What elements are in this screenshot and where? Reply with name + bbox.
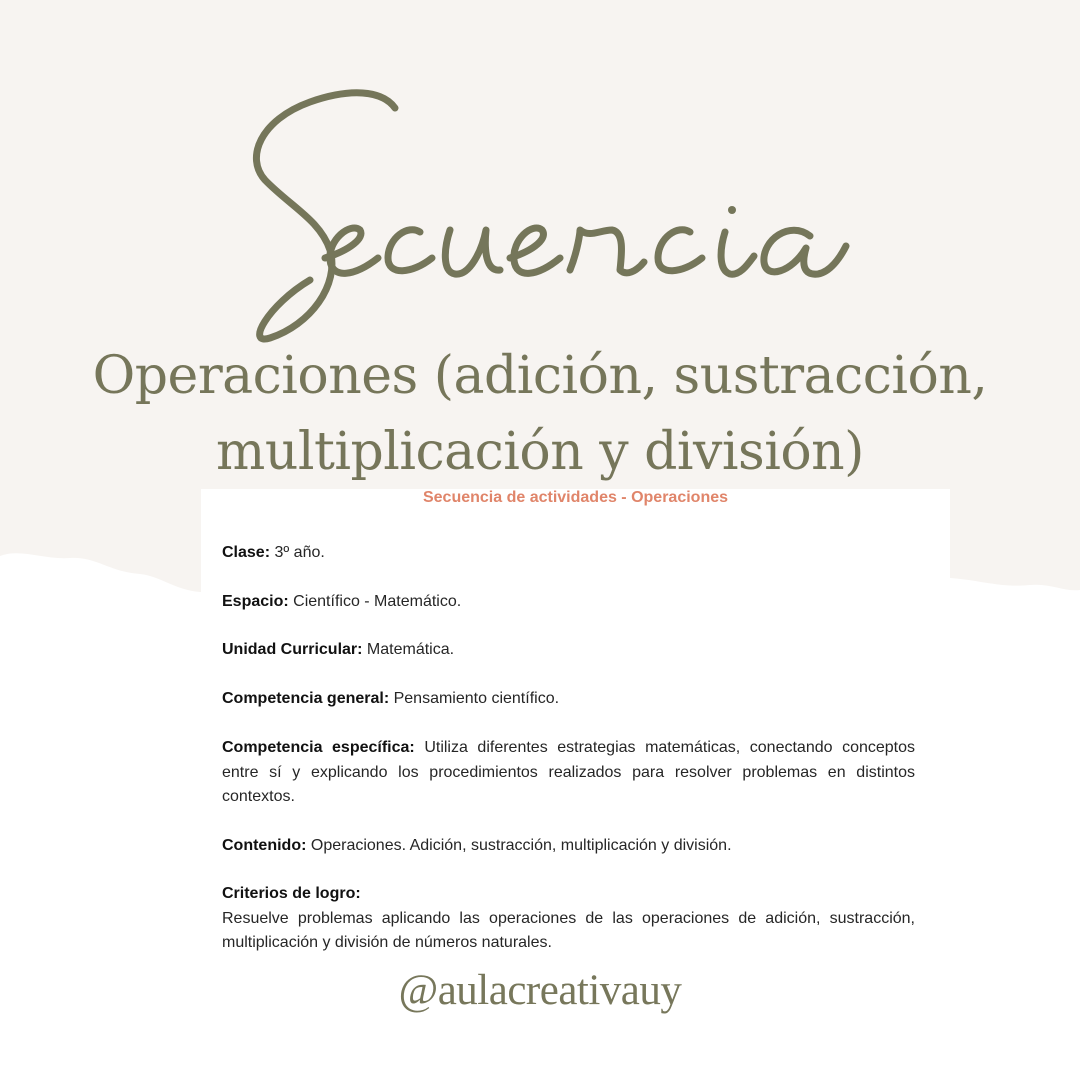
field-label: Unidad Curricular:: [222, 641, 363, 658]
field-value: Matemática.: [366, 641, 455, 658]
field-unidad-curricular: [222, 638, 915, 663]
field-criterios-de-logro: [222, 882, 915, 956]
field-competencia-general: [222, 687, 915, 712]
script-title-secuencia: [150, 80, 930, 370]
field-competencia-especifica: [222, 736, 915, 810]
field-value: 3º año.: [274, 544, 325, 561]
field-value: Pensamiento científico.: [393, 690, 560, 707]
document-heading: Secuencia de actividades - Operaciones: [422, 489, 729, 506]
field-label: Competencia general:: [222, 690, 390, 707]
field-label: Criterios de logro:: [222, 885, 361, 902]
social-handle: @aulacreativauy: [398, 967, 682, 1014]
field-label: Espacio:: [222, 593, 289, 610]
field-label: Competencia específica:: [222, 739, 415, 756]
field-label: Contenido:: [222, 837, 307, 854]
field-label: Clase:: [222, 544, 271, 561]
field-value: Resuelve problemas aplicando las operaciones de las operaciones de adición, sustracción, multiplicación y división de números naturales.: [222, 909, 915, 951]
field-value: Operaciones. Adición, sustracción, multiplicación y división.: [310, 837, 732, 854]
subtitle-line-1: Operaciones (adición, sustracción,: [92, 346, 988, 406]
document-excerpt: [201, 489, 950, 964]
subtitle: [0, 338, 1080, 490]
subtitle-line-2: multiplicación y división): [216, 422, 864, 482]
field-espacio: [222, 590, 915, 615]
field-clase: [222, 541, 915, 566]
field-value: Científico - Matemático.: [293, 593, 462, 610]
field-value: Utiliza diferentes estrategias matemáticas, conectando conceptos entre sí y explicando los procedimientos realizados para resolver problemas en distintos contextos.: [222, 739, 916, 805]
field-contenido: [222, 834, 915, 859]
